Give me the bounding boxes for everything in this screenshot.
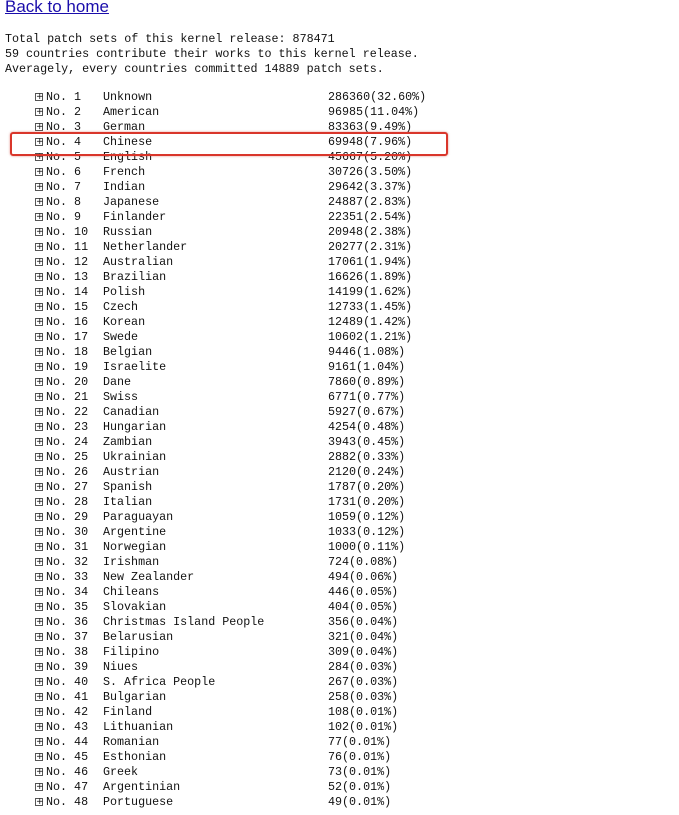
country-name: Slovakian bbox=[103, 600, 167, 614]
patch-count: 9161(1.04%) bbox=[328, 360, 406, 374]
expand-plus-icon[interactable]: + bbox=[36, 467, 44, 477]
country-name: Bulgarian bbox=[103, 690, 167, 704]
country-name: English bbox=[103, 150, 153, 164]
list-item bbox=[0, 300, 679, 315]
country-name: American bbox=[103, 105, 160, 119]
patch-count: 1787(0.20%) bbox=[328, 480, 406, 494]
patch-count: 1059(0.12%) bbox=[328, 510, 406, 524]
rank: No. 29 bbox=[46, 510, 89, 524]
patch-count: 1731(0.20%) bbox=[328, 495, 406, 509]
rank: No. 43 bbox=[46, 720, 89, 734]
list-item bbox=[0, 105, 679, 120]
country-name: New Zealander bbox=[103, 570, 195, 584]
expand-plus-icon[interactable]: + bbox=[36, 497, 44, 507]
rank: No. 19 bbox=[46, 360, 89, 374]
patch-count: 45667(5.20%) bbox=[328, 150, 413, 164]
rank: No. 23 bbox=[46, 420, 89, 434]
list-item bbox=[0, 405, 679, 420]
rank: No. 33 bbox=[46, 570, 89, 584]
expand-plus-icon[interactable]: + bbox=[36, 542, 44, 552]
patch-count: 9446(1.08%) bbox=[328, 345, 406, 359]
patch-count: 286360(32.60%) bbox=[328, 90, 427, 104]
list-item bbox=[0, 630, 679, 645]
rank: No. 22 bbox=[46, 405, 89, 419]
rank: No. 45 bbox=[46, 750, 89, 764]
rank: No. 12 bbox=[46, 255, 89, 269]
summary-countries: 59 countries contribute their works to this kernel release. bbox=[5, 47, 419, 61]
rank: No. 25 bbox=[46, 450, 89, 464]
expand-plus-icon[interactable]: + bbox=[36, 512, 44, 522]
patch-count: 284(0.03%) bbox=[328, 660, 399, 674]
list-item bbox=[0, 435, 679, 450]
rank: No. 32 bbox=[46, 555, 89, 569]
rank: No. 46 bbox=[46, 765, 89, 779]
expand-plus-icon[interactable]: + bbox=[36, 752, 44, 762]
rank: No. 2 bbox=[46, 105, 82, 119]
expand-plus-icon[interactable]: + bbox=[36, 362, 44, 372]
rank: No. 15 bbox=[46, 300, 89, 314]
rank: No. 8 bbox=[46, 195, 82, 209]
rank: No. 28 bbox=[46, 495, 89, 509]
patch-count: 356(0.04%) bbox=[328, 615, 399, 629]
list-item bbox=[0, 720, 679, 735]
list-item bbox=[0, 330, 679, 345]
list-item bbox=[0, 495, 679, 510]
country-name: Greek bbox=[103, 765, 139, 779]
rank: No. 21 bbox=[46, 390, 89, 404]
rank: No. 3 bbox=[46, 120, 82, 134]
country-name: Argentinian bbox=[103, 780, 181, 794]
rank: No. 37 bbox=[46, 630, 89, 644]
expand-plus-icon[interactable]: + bbox=[36, 347, 44, 357]
list-item bbox=[0, 480, 679, 495]
country-name: Niues bbox=[103, 660, 139, 674]
patch-count: 73(0.01%) bbox=[328, 765, 392, 779]
patch-count: 24887(2.83%) bbox=[328, 195, 413, 209]
patch-count: 20948(2.38%) bbox=[328, 225, 413, 239]
expand-plus-icon[interactable]: + bbox=[36, 587, 44, 597]
patch-count: 22351(2.54%) bbox=[328, 210, 413, 224]
expand-plus-icon[interactable]: + bbox=[36, 152, 44, 162]
rank: No. 4 bbox=[46, 135, 82, 149]
rank: No. 14 bbox=[46, 285, 89, 299]
patch-count: 2882(0.33%) bbox=[328, 450, 406, 464]
patch-count: 76(0.01%) bbox=[328, 750, 392, 764]
list-item bbox=[0, 195, 679, 210]
patch-count: 69948(7.96%) bbox=[328, 135, 413, 149]
rank: No. 41 bbox=[46, 690, 89, 704]
country-name: Lithuanian bbox=[103, 720, 174, 734]
country-name: Esthonian bbox=[103, 750, 167, 764]
country-name: Belgian bbox=[103, 345, 153, 359]
list-item bbox=[0, 390, 679, 405]
country-name: German bbox=[103, 120, 146, 134]
expand-plus-icon[interactable]: + bbox=[36, 392, 44, 402]
list-item bbox=[0, 525, 679, 540]
patch-count: 96985(11.04%) bbox=[328, 105, 420, 119]
patch-count: 446(0.05%) bbox=[328, 585, 399, 599]
country-name: Russian bbox=[103, 225, 153, 239]
rank: No. 1 bbox=[46, 90, 82, 104]
expand-plus-icon[interactable]: + bbox=[36, 272, 44, 282]
country-name: Indian bbox=[103, 180, 146, 194]
list-item bbox=[0, 690, 679, 705]
list-item bbox=[0, 180, 679, 195]
list-item bbox=[0, 510, 679, 525]
list-item bbox=[0, 345, 679, 360]
expand-plus-icon[interactable]: + bbox=[36, 227, 44, 237]
rank: No. 20 bbox=[46, 375, 89, 389]
patch-count: 30726(3.50%) bbox=[328, 165, 413, 179]
expand-plus-icon[interactable]: + bbox=[36, 107, 44, 117]
patch-count: 102(0.01%) bbox=[328, 720, 399, 734]
patch-count: 29642(3.37%) bbox=[328, 180, 413, 194]
country-name: Netherlander bbox=[103, 240, 188, 254]
country-name: Irishman bbox=[103, 555, 160, 569]
patch-count: 12489(1.42%) bbox=[328, 315, 413, 329]
patch-count: 10602(1.21%) bbox=[328, 330, 413, 344]
list-item bbox=[0, 660, 679, 675]
country-name: Romanian bbox=[103, 735, 160, 749]
rank: No. 48 bbox=[46, 795, 89, 809]
country-name: Ukrainian bbox=[103, 450, 167, 464]
country-name: Filipino bbox=[103, 645, 160, 659]
patch-count: 20277(2.31%) bbox=[328, 240, 413, 254]
country-name: Austrian bbox=[103, 465, 160, 479]
rank: No. 26 bbox=[46, 465, 89, 479]
list-item bbox=[0, 375, 679, 390]
expand-plus-icon[interactable]: + bbox=[36, 707, 44, 717]
country-name: Israelite bbox=[103, 360, 167, 374]
rank: No. 11 bbox=[46, 240, 89, 254]
rank: No. 36 bbox=[46, 615, 89, 629]
expand-plus-icon[interactable]: + bbox=[36, 92, 44, 102]
patch-count: 7860(0.89%) bbox=[328, 375, 406, 389]
rank: No. 40 bbox=[46, 675, 89, 689]
rank: No. 17 bbox=[46, 330, 89, 344]
country-name: Finland bbox=[103, 705, 153, 719]
list-item bbox=[0, 615, 679, 630]
patch-count: 321(0.04%) bbox=[328, 630, 399, 644]
rank: No. 24 bbox=[46, 435, 89, 449]
country-name: Chinese bbox=[103, 135, 153, 149]
patch-count: 267(0.03%) bbox=[328, 675, 399, 689]
expand-plus-icon[interactable]: + bbox=[36, 677, 44, 687]
country-name: Christmas Island People bbox=[103, 615, 265, 629]
expand-plus-icon[interactable]: + bbox=[36, 692, 44, 702]
rank: No. 31 bbox=[46, 540, 89, 554]
country-name: Canadian bbox=[103, 405, 160, 419]
rank: No. 5 bbox=[46, 150, 82, 164]
country-name: Spanish bbox=[103, 480, 153, 494]
expand-plus-icon[interactable]: + bbox=[36, 422, 44, 432]
rank: No. 38 bbox=[46, 645, 89, 659]
expand-plus-icon[interactable]: + bbox=[36, 212, 44, 222]
list-item bbox=[0, 795, 679, 810]
country-name: Japanese bbox=[103, 195, 160, 209]
country-name: Brazilian bbox=[103, 270, 167, 284]
patch-count: 2120(0.24%) bbox=[328, 465, 406, 479]
list-item bbox=[0, 540, 679, 555]
list-item bbox=[0, 705, 679, 720]
summary-total: Total patch sets of this kernel release: 878471 bbox=[5, 32, 335, 46]
expand-plus-icon[interactable]: + bbox=[36, 377, 44, 387]
rank: No. 9 bbox=[46, 210, 82, 224]
expand-plus-icon[interactable]: + bbox=[36, 572, 44, 582]
list-item bbox=[0, 210, 679, 225]
country-name: S. Africa People bbox=[103, 675, 216, 689]
expand-plus-icon[interactable]: + bbox=[36, 452, 44, 462]
patch-count: 16626(1.89%) bbox=[328, 270, 413, 284]
rank: No. 34 bbox=[46, 585, 89, 599]
list-item bbox=[0, 780, 679, 795]
patch-count: 108(0.01%) bbox=[328, 705, 399, 719]
patch-count: 1000(0.11%) bbox=[328, 540, 406, 554]
expand-plus-icon[interactable]: + bbox=[36, 722, 44, 732]
rank: No. 27 bbox=[46, 480, 89, 494]
list-item bbox=[0, 255, 679, 270]
rank: No. 6 bbox=[46, 165, 82, 179]
rank: No. 44 bbox=[46, 735, 89, 749]
list-item bbox=[0, 450, 679, 465]
list-item bbox=[0, 285, 679, 300]
expand-plus-icon[interactable]: + bbox=[36, 437, 44, 447]
patch-count: 3943(0.45%) bbox=[328, 435, 406, 449]
summary bbox=[5, 32, 419, 77]
patch-count: 49(0.01%) bbox=[328, 795, 392, 809]
expand-plus-icon[interactable]: + bbox=[36, 317, 44, 327]
country-name: Norwegian bbox=[103, 540, 167, 554]
expand-plus-icon[interactable]: + bbox=[36, 302, 44, 312]
expand-plus-icon[interactable]: + bbox=[36, 602, 44, 612]
country-name: Dane bbox=[103, 375, 132, 389]
patch-count: 17061(1.94%) bbox=[328, 255, 413, 269]
expand-plus-icon[interactable]: + bbox=[36, 287, 44, 297]
list-item bbox=[0, 420, 679, 435]
expand-plus-icon[interactable]: + bbox=[36, 557, 44, 567]
expand-plus-icon[interactable]: + bbox=[36, 407, 44, 417]
list-item bbox=[0, 555, 679, 570]
country-name: French bbox=[103, 165, 146, 179]
patch-count: 309(0.04%) bbox=[328, 645, 399, 659]
list-item bbox=[0, 465, 679, 480]
country-name: Czech bbox=[103, 300, 139, 314]
rank: No. 16 bbox=[46, 315, 89, 329]
expand-plus-icon[interactable]: + bbox=[36, 242, 44, 252]
expand-plus-icon[interactable]: + bbox=[36, 662, 44, 672]
list-item bbox=[0, 645, 679, 660]
patch-count: 77(0.01%) bbox=[328, 735, 392, 749]
expand-plus-icon[interactable]: + bbox=[36, 797, 44, 807]
patch-count: 1033(0.12%) bbox=[328, 525, 406, 539]
country-name: Chileans bbox=[103, 585, 160, 599]
country-name: Belarusian bbox=[103, 630, 174, 644]
expand-plus-icon[interactable]: + bbox=[36, 782, 44, 792]
highlight-box bbox=[10, 132, 448, 156]
expand-plus-icon[interactable]: + bbox=[36, 647, 44, 657]
expand-plus-icon[interactable]: + bbox=[36, 257, 44, 267]
country-name: Swiss bbox=[103, 390, 139, 404]
list-item bbox=[0, 270, 679, 285]
expand-plus-icon[interactable]: + bbox=[36, 767, 44, 777]
rank: No. 13 bbox=[46, 270, 89, 284]
summary-average: Averagely, every countries committed 14889 patch sets. bbox=[5, 62, 384, 76]
list-item bbox=[0, 240, 679, 255]
country-name: Korean bbox=[103, 315, 146, 329]
list-item bbox=[0, 225, 679, 240]
list-item bbox=[0, 585, 679, 600]
rank: No. 30 bbox=[46, 525, 89, 539]
expand-plus-icon[interactable]: + bbox=[36, 482, 44, 492]
country-name: Italian bbox=[103, 495, 153, 509]
back-to-home-link[interactable]: Back to home bbox=[5, 0, 109, 16]
country-name: Argentine bbox=[103, 525, 167, 539]
list-item bbox=[0, 90, 679, 105]
expand-plus-icon[interactable]: + bbox=[36, 122, 44, 132]
expand-plus-icon[interactable]: + bbox=[36, 527, 44, 537]
expand-plus-icon[interactable]: + bbox=[36, 137, 44, 147]
patch-count: 5927(0.67%) bbox=[328, 405, 406, 419]
patch-count: 404(0.05%) bbox=[328, 600, 399, 614]
rank: No. 39 bbox=[46, 660, 89, 674]
list-item bbox=[0, 360, 679, 375]
list-item bbox=[0, 600, 679, 615]
patch-count: 14199(1.62%) bbox=[328, 285, 413, 299]
rank: No. 35 bbox=[46, 600, 89, 614]
patch-count: 724(0.08%) bbox=[328, 555, 399, 569]
country-name: Zambian bbox=[103, 435, 153, 449]
patch-count: 6771(0.77%) bbox=[328, 390, 406, 404]
patch-count: 52(0.01%) bbox=[328, 780, 392, 794]
patch-count: 12733(1.45%) bbox=[328, 300, 413, 314]
rank: No. 42 bbox=[46, 705, 89, 719]
list-item bbox=[0, 750, 679, 765]
patch-count: 83363(9.49%) bbox=[328, 120, 413, 134]
expand-plus-icon[interactable]: + bbox=[36, 332, 44, 342]
country-name: Australian bbox=[103, 255, 174, 269]
country-name: Paraguayan bbox=[103, 510, 174, 524]
expand-plus-icon[interactable]: + bbox=[36, 197, 44, 207]
country-name: Swede bbox=[103, 330, 139, 344]
country-name: Unknown bbox=[103, 90, 153, 104]
country-name: Polish bbox=[103, 285, 146, 299]
rank: No. 10 bbox=[46, 225, 89, 239]
expand-plus-icon[interactable]: + bbox=[36, 617, 44, 627]
expand-plus-icon[interactable]: + bbox=[36, 632, 44, 642]
list-item bbox=[0, 570, 679, 585]
rank: No. 7 bbox=[46, 180, 82, 194]
country-name: Portuguese bbox=[103, 795, 174, 809]
list-item bbox=[0, 315, 679, 330]
list-item bbox=[0, 765, 679, 780]
expand-plus-icon[interactable]: + bbox=[36, 182, 44, 192]
list-item bbox=[0, 675, 679, 690]
patch-count: 258(0.03%) bbox=[328, 690, 399, 704]
rank: No. 47 bbox=[46, 780, 89, 794]
patch-count: 4254(0.48%) bbox=[328, 420, 406, 434]
list-item bbox=[0, 165, 679, 180]
country-name: Finlander bbox=[103, 210, 167, 224]
patch-count: 494(0.06%) bbox=[328, 570, 399, 584]
list-item bbox=[0, 735, 679, 750]
country-name: Hungarian bbox=[103, 420, 167, 434]
expand-plus-icon[interactable]: + bbox=[36, 167, 44, 177]
expand-plus-icon[interactable]: + bbox=[36, 737, 44, 747]
rank: No. 18 bbox=[46, 345, 89, 359]
